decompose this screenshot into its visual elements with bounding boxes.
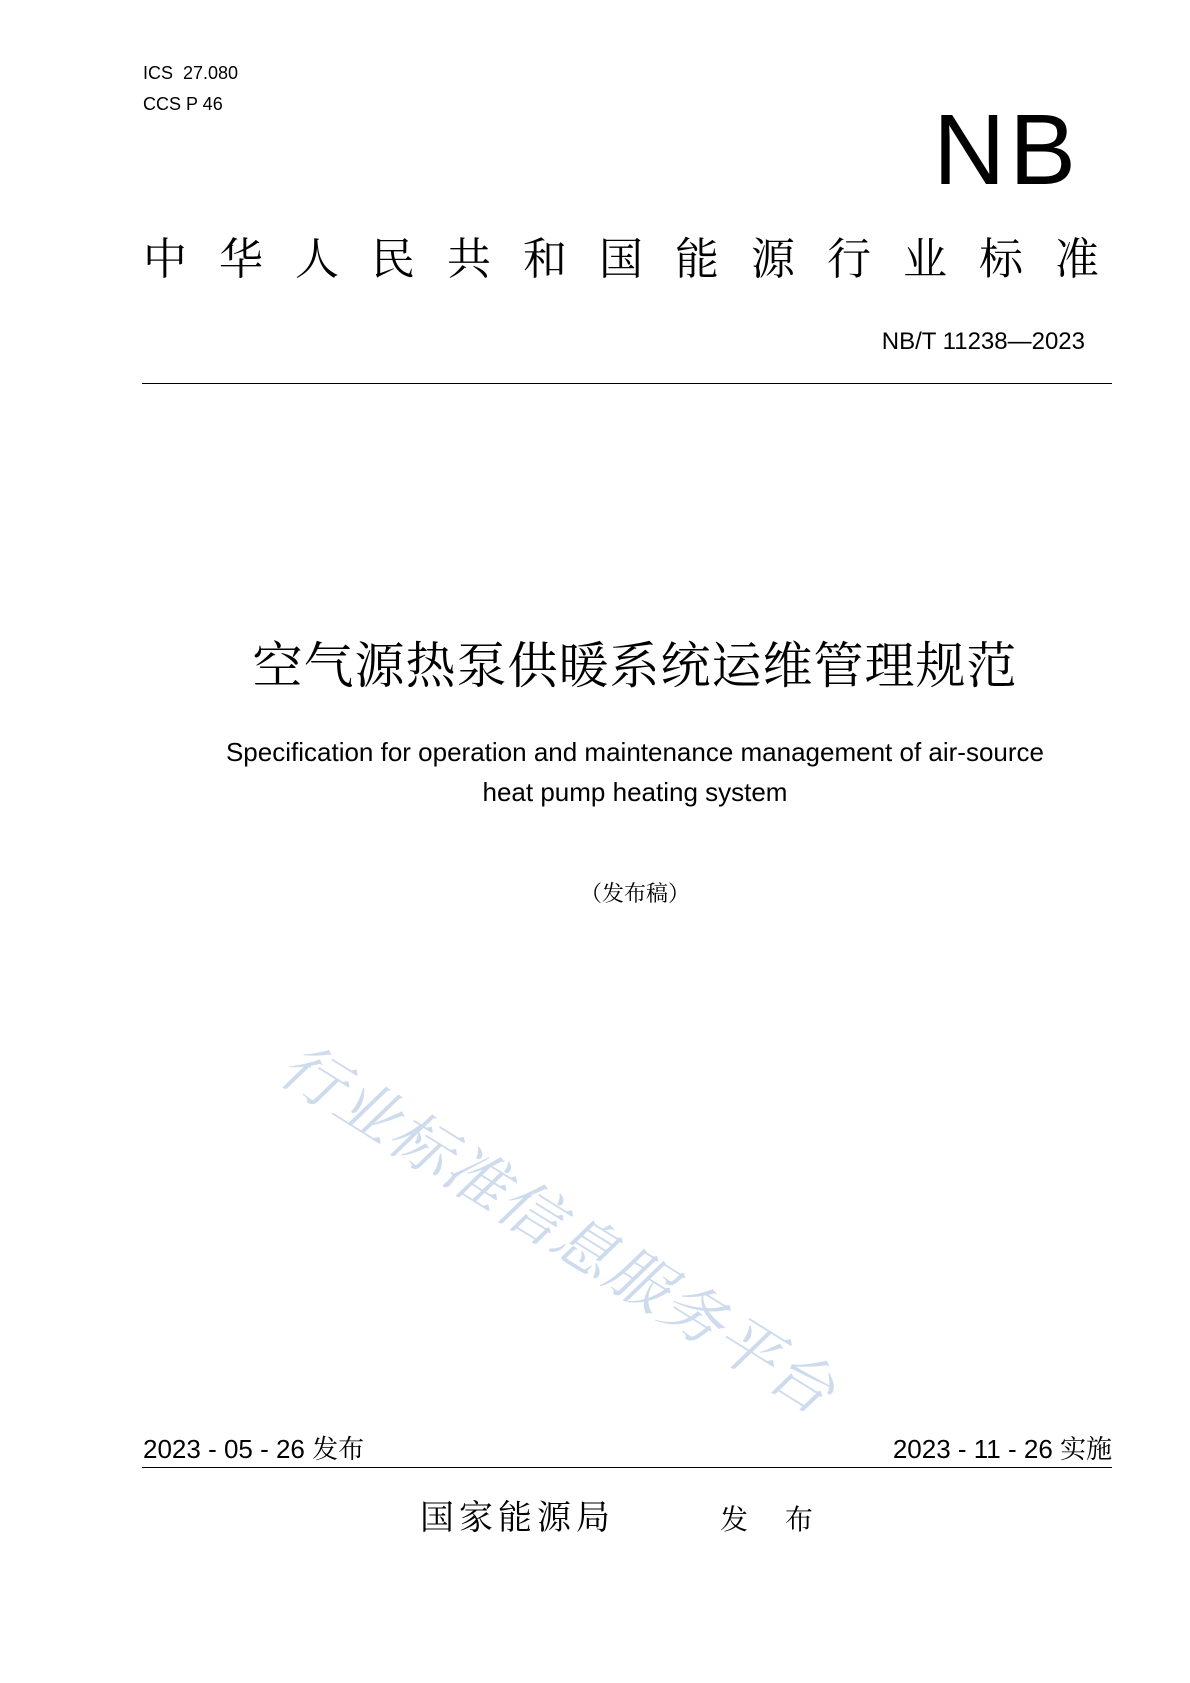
release-status: （发布稿）	[579, 882, 690, 907]
nb-logo: NB	[933, 94, 1080, 206]
document-title-chinese: 空气源热泵供暖系统运维管理规范	[252, 637, 1018, 695]
issuing-authority: 国家能源局	[420, 1498, 615, 1538]
effective-date: 2023 - 11 - 26 实施	[892, 1434, 1112, 1464]
standard-type-heading: 中华人民共和国能源行业标准	[143, 234, 1131, 285]
standard-number: NB/T 11238—2023	[881, 328, 1085, 355]
footer-divider	[142, 1467, 1112, 1468]
ccs-code: CCS P 46	[143, 94, 223, 114]
header-divider	[142, 383, 1112, 384]
english-title-line-1: Specification for operation and maintenance management of air-source	[225, 737, 1045, 767]
publish-date: 2023 - 05 - 26 发布	[143, 1434, 365, 1464]
ics-code: ICS 27.080	[143, 63, 239, 83]
issuer-action: 发 布	[720, 1503, 827, 1536]
english-title-line-2: heat pump heating system	[482, 777, 788, 807]
document-title-english	[0, 732, 1190, 812]
watermark: 行业标准信息服务平台	[267, 1028, 849, 1430]
